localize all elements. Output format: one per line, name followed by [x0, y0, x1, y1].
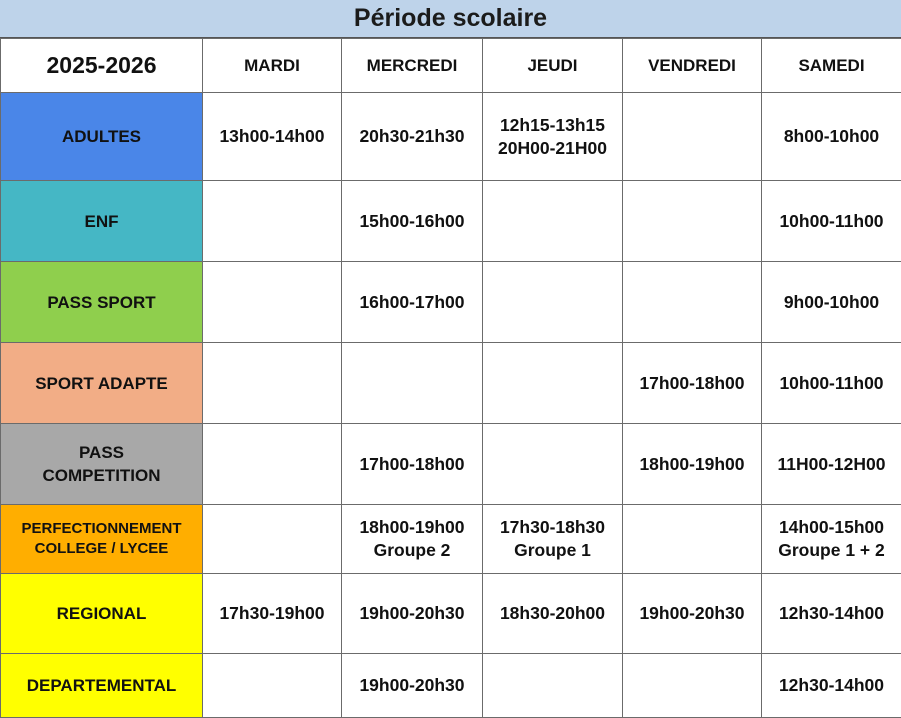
time-cell [203, 424, 342, 505]
time-cell [483, 262, 623, 343]
header-row [1, 39, 901, 93]
time-cell: 12h30-14h00 [762, 574, 901, 654]
time-cell: 19h00-20h30 [342, 574, 483, 654]
time-cell [203, 181, 342, 262]
time-cell [623, 181, 762, 262]
table-row [1, 262, 901, 343]
category-cell: DEPARTEMENTAL [1, 654, 203, 718]
time-cell [203, 505, 342, 574]
time-cell [342, 343, 483, 424]
time-cell: 11H00-12H00 [762, 424, 901, 505]
table-row [1, 574, 901, 654]
time-cell: 18h00-19h00 Groupe 2 [342, 505, 483, 574]
time-cell: 12h15-13h15 20H00-21H00 [483, 93, 623, 181]
day-header: SAMEDI [762, 39, 901, 93]
time-cell: 12h30-14h00 [762, 654, 901, 718]
time-cell [623, 262, 762, 343]
time-cell: 20h30-21h30 [342, 93, 483, 181]
time-cell: 8h00-10h00 [762, 93, 901, 181]
time-cell: 19h00-20h30 [623, 574, 762, 654]
category-cell: ENF [1, 181, 203, 262]
page-title: Période scolaire [0, 0, 901, 38]
table-row [1, 93, 901, 181]
time-cell [623, 654, 762, 718]
table-row [1, 181, 901, 262]
day-header: JEUDI [483, 39, 623, 93]
time-cell [483, 424, 623, 505]
time-cell: 15h00-16h00 [342, 181, 483, 262]
category-cell: ADULTES [1, 93, 203, 181]
time-cell: 19h00-20h30 [342, 654, 483, 718]
time-cell [483, 654, 623, 718]
time-cell: 17h00-18h00 [342, 424, 483, 505]
time-cell [483, 343, 623, 424]
time-cell: 18h30-20h00 [483, 574, 623, 654]
day-header: MERCREDI [342, 39, 483, 93]
time-cell: 14h00-15h00 Groupe 1 + 2 [762, 505, 901, 574]
time-cell: 13h00-14h00 [203, 93, 342, 181]
time-cell: 17h30-19h00 [203, 574, 342, 654]
category-cell: PERFECTIONNEMENT COLLEGE / LYCEE [1, 505, 203, 574]
table-row [1, 343, 901, 424]
year-header: 2025-2026 [1, 39, 203, 93]
day-header: VENDREDI [623, 39, 762, 93]
time-cell [203, 654, 342, 718]
category-cell: SPORT ADAPTE [1, 343, 203, 424]
time-cell [203, 343, 342, 424]
time-cell [203, 262, 342, 343]
time-cell: 17h00-18h00 [623, 343, 762, 424]
time-cell: 17h30-18h30 Groupe 1 [483, 505, 623, 574]
time-cell: 16h00-17h00 [342, 262, 483, 343]
table-row [1, 505, 901, 574]
schedule-table [0, 38, 901, 718]
time-cell: 10h00-11h00 [762, 181, 901, 262]
table-row [1, 654, 901, 718]
time-cell: 10h00-11h00 [762, 343, 901, 424]
category-cell: PASS COMPETITION [1, 424, 203, 505]
time-cell [483, 181, 623, 262]
time-cell [623, 93, 762, 181]
category-cell: REGIONAL [1, 574, 203, 654]
category-cell: PASS SPORT [1, 262, 203, 343]
time-cell: 9h00-10h00 [762, 262, 901, 343]
time-cell: 18h00-19h00 [623, 424, 762, 505]
time-cell [623, 505, 762, 574]
table-row [1, 424, 901, 505]
day-header: MARDI [203, 39, 342, 93]
